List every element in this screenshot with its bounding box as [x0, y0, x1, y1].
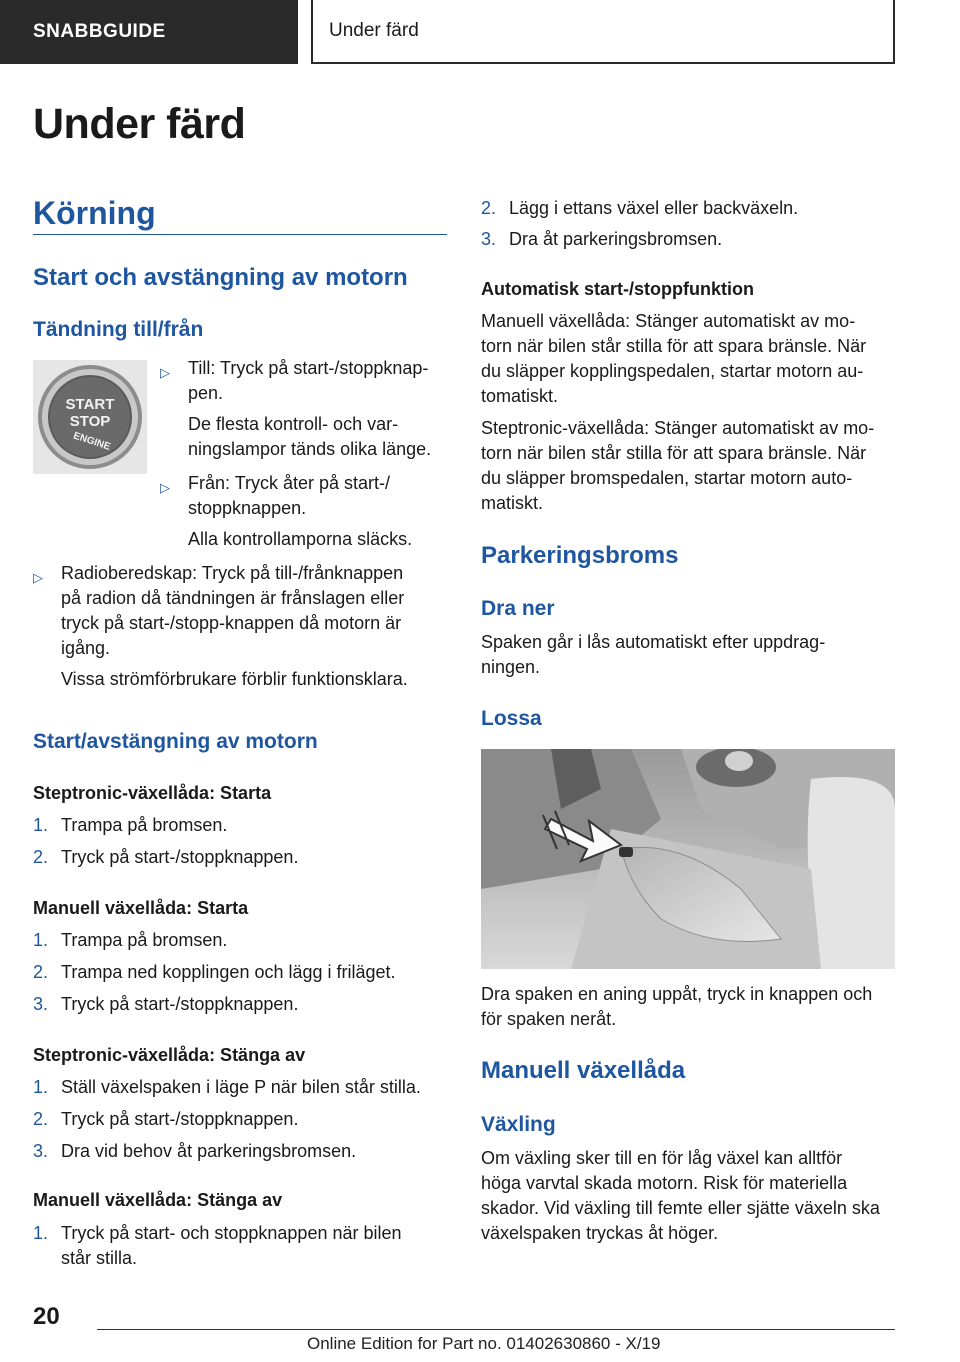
text-line: tomatiskt.: [481, 386, 559, 406]
numbered-step: [33, 960, 447, 985]
header-section: [0, 0, 298, 64]
step-text: Lägg i ettans växel eller backväxeln.: [509, 198, 799, 218]
step-text: Ställ växelspaken i läge P när bilen står stilla.: [61, 1077, 421, 1097]
text-line: igång.: [61, 638, 111, 658]
text-line: pen.: [188, 383, 224, 403]
header-section-label: SNABBGUIDE: [33, 21, 166, 42]
page-number: 20: [33, 1303, 60, 1330]
header-chapter-label: Under färd: [329, 20, 419, 41]
text-line: torn när bilen står stilla för att spara bränsle. När: [481, 443, 867, 463]
text-line: tryck på start-/stopp-knappen då motorn är: [61, 613, 402, 633]
text-line: Vissa strömförbrukare förblir funktionsklara.: [61, 669, 408, 689]
list-item: [160, 356, 450, 462]
numbered-step: [33, 813, 447, 838]
text-line: Steptronic-växellåda: Stänger automatiskt av mo-: [481, 418, 875, 438]
handbrake-image: [481, 749, 895, 969]
step-number: 1.: [33, 930, 49, 950]
heading-vaxling: Växling: [481, 1113, 556, 1136]
text-line: stoppknappen.: [188, 498, 307, 518]
group-title: Steptronic-växellåda: Stänga av: [33, 1045, 306, 1065]
numbered-step: [481, 227, 895, 252]
group-title: Manuell växellåda: Starta: [33, 898, 249, 918]
step-number: 1.: [33, 1077, 49, 1097]
step-text: Trampa på bromsen.: [61, 815, 228, 835]
step-number: 2.: [33, 847, 49, 867]
step-text: Tryck på start-/stoppknappen.: [61, 994, 299, 1014]
header-chapter: [311, 0, 895, 64]
button-text-engine: ENGINE: [71, 430, 112, 453]
step-text: Dra vid behov åt parkeringsbromsen.: [61, 1141, 357, 1161]
triangle-bullet-icon: ▷: [160, 480, 170, 495]
paragraph-vaxling: [481, 1146, 901, 1246]
section-rule: [33, 234, 447, 235]
text-line: du släpper bromspedalen, startar motorn auto-: [481, 468, 853, 488]
text-line: De flesta kontroll- och var-: [188, 414, 399, 434]
heading-auto-start-stop: Automatisk start-/stoppfunktion: [481, 279, 754, 299]
list-item: [160, 471, 450, 552]
step-text: Tryck på start-/stoppknappen.: [61, 1109, 299, 1129]
paragraph-manual: [481, 309, 901, 409]
text-line: Radioberedskap: Tryck på till-/frånknappen: [61, 563, 404, 583]
step-text: Trampa på bromsen.: [61, 930, 228, 950]
paragraph-dra-ner: [481, 630, 895, 680]
group-title: Steptronic-växellåda: Starta: [33, 783, 272, 803]
text-line: torn när bilen står stilla för att spara bränsle. När: [481, 336, 867, 356]
button-text-stop: STOP: [69, 413, 111, 430]
step-number: 3.: [33, 994, 49, 1014]
heading-dra-ner: Dra ner: [481, 597, 555, 620]
step-text: Tryck på start-/stoppknappen.: [61, 847, 299, 867]
subsection-title-manuell: Manuell växellåda: [481, 1057, 686, 1084]
subsection-title-start: Start och avstängning av motorn: [33, 264, 408, 291]
start-stop-button-image: [33, 360, 147, 474]
footer-edition: Online Edition for Part no. 01402630860 - X/19: [307, 1334, 661, 1353]
text-line: Till: Tryck på start-/stoppknap-: [188, 358, 429, 378]
subsection-title-parkeringsbroms: Parkeringsbroms: [481, 542, 679, 569]
numbered-step: [33, 1107, 447, 1132]
text-line: Från: Tryck åter på start-/: [188, 473, 391, 493]
start-stop-button-icon: [33, 360, 147, 474]
numbered-step: [33, 1075, 447, 1100]
step-number: 3.: [481, 229, 497, 249]
text-line: Om växling sker till en för låg växel kan alltför: [481, 1148, 843, 1168]
triangle-bullet-icon: ▷: [33, 570, 43, 585]
text-line: för spaken neråt.: [481, 1009, 617, 1029]
heading-start-avstangning: Start/avstängning av motorn: [33, 730, 318, 753]
step-number: 2.: [33, 1109, 49, 1129]
step-text: står stilla.: [61, 1248, 138, 1268]
footer-rule: [97, 1329, 895, 1330]
step-text: Tryck på start- och stoppknappen när bilen: [61, 1223, 402, 1243]
button-text-start: START: [65, 396, 115, 413]
text-line: växelspaken tryckas åt höger.: [481, 1223, 719, 1243]
text-line: Alla kontrollamporna släcks.: [188, 529, 413, 549]
text-line: höga varvtal skada motorn. Risk för materiella: [481, 1173, 848, 1193]
text-line: Spaken går i lås automatiskt efter uppdrag-: [481, 632, 826, 652]
text-line: matiskt.: [481, 493, 544, 513]
numbered-step: [33, 1139, 447, 1164]
text-line: Manuell växellåda: Stänger automatiskt av mo-: [481, 311, 856, 331]
numbered-step: [33, 1221, 447, 1271]
step-number: 3.: [33, 1141, 49, 1161]
paragraph-steptronic: [481, 416, 901, 516]
numbered-step: [33, 992, 447, 1017]
text-line: skador. Vid växling till femte eller sjätte växeln ska: [481, 1198, 880, 1218]
heading-lossa: Lossa: [481, 707, 542, 730]
step-text: Trampa ned kopplingen och lägg i friläget.: [61, 962, 396, 982]
caption-lossa: [481, 982, 901, 1032]
step-number: 1.: [33, 1223, 49, 1243]
step-text: Dra åt parkeringsbromsen.: [509, 229, 723, 249]
triangle-bullet-icon: ▷: [160, 365, 170, 380]
numbered-step: [481, 196, 895, 221]
heading-tandning: Tändning till/från: [33, 318, 204, 341]
page-title: Under färd: [33, 100, 246, 148]
handbrake-illustration: [481, 749, 895, 969]
section-title-korning: Körning: [33, 195, 156, 231]
numbered-step: [33, 845, 447, 870]
numbered-step: [33, 928, 447, 953]
text-line: ningen.: [481, 657, 541, 677]
text-line: ningslampor tänds olika länge.: [188, 439, 432, 459]
step-number: 1.: [33, 815, 49, 835]
text-line: Dra spaken en aning uppåt, tryck in knappen och: [481, 984, 873, 1004]
step-number: 2.: [481, 198, 497, 218]
text-line: på radion då tändningen är frånslagen eller: [61, 588, 405, 608]
group-title: Manuell växellåda: Stänga av: [33, 1190, 283, 1210]
text-line: du släpper kopplingspedalen, startar motorn au-: [481, 361, 864, 381]
list-item: [33, 561, 447, 692]
step-number: 2.: [33, 962, 49, 982]
